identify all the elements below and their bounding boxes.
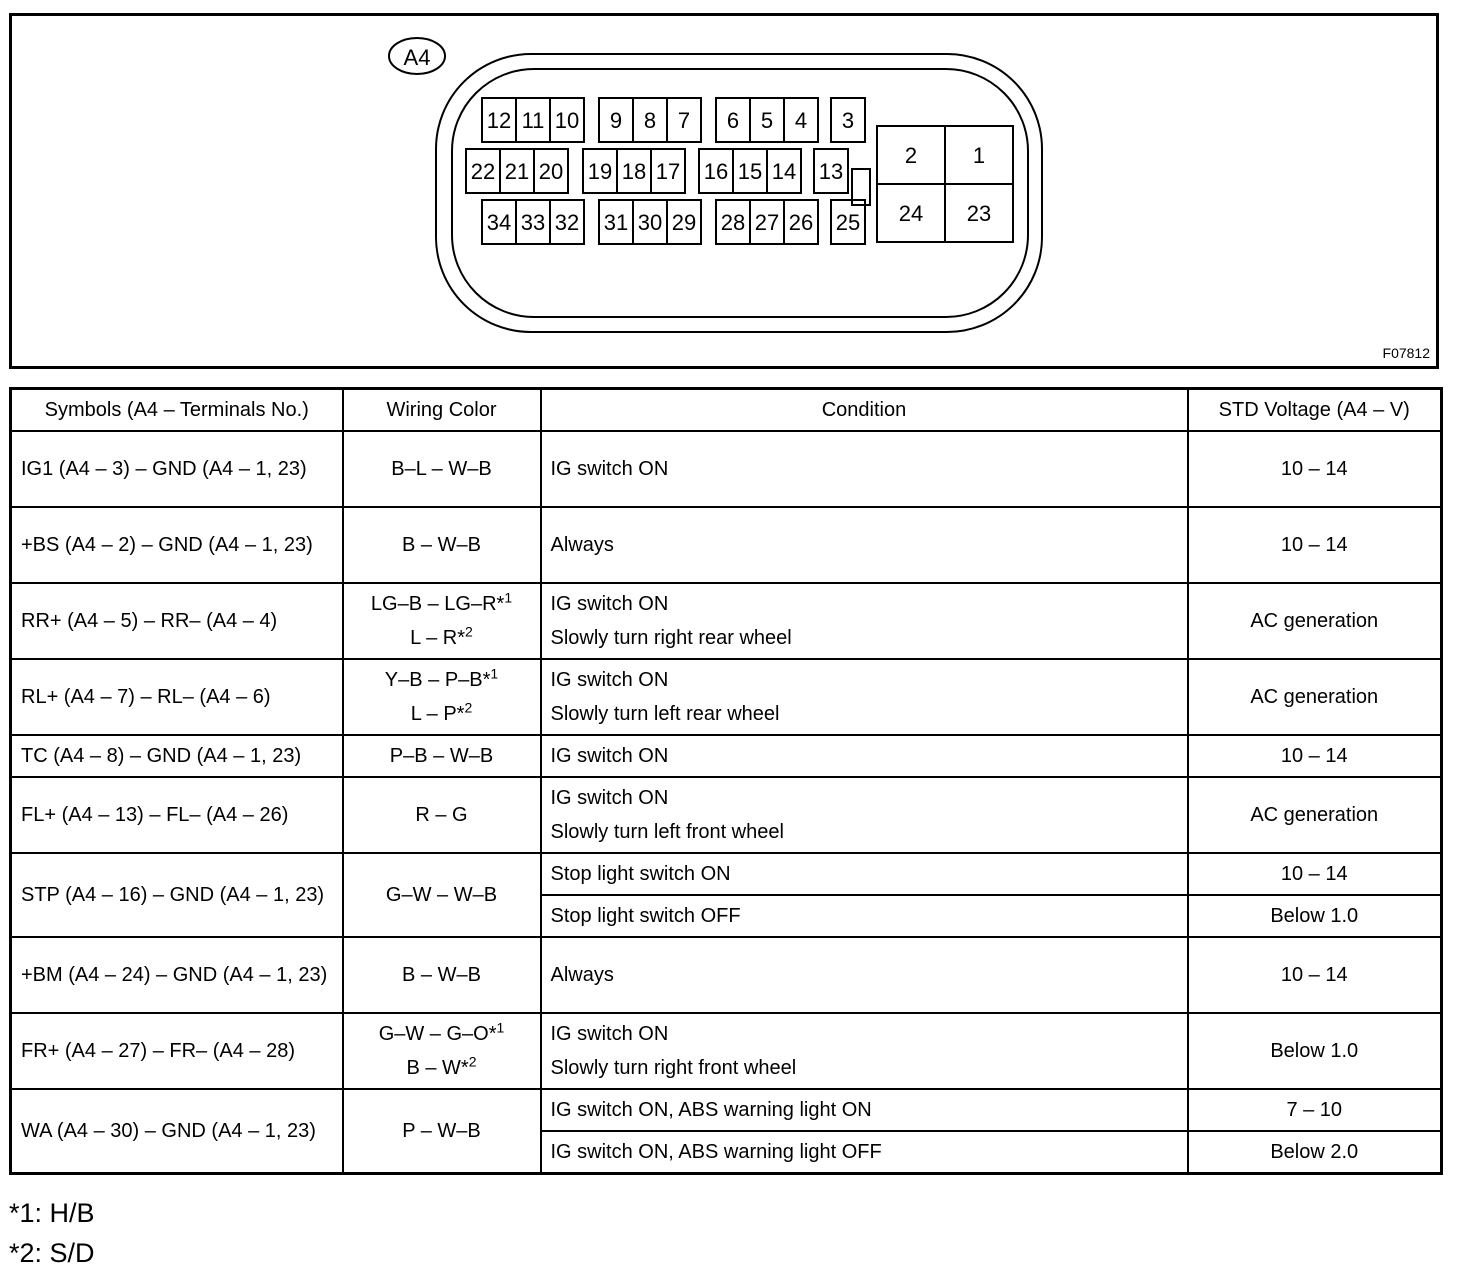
pin-number: 9 xyxy=(609,108,623,133)
symbol-cell: RL+ (A4 – 7) – RL– (A4 – 6) xyxy=(11,659,343,735)
condition-cell: Stop light switch ON xyxy=(541,853,1188,895)
condition-cell: IG switch ON Slowly turn left rear wheel xyxy=(541,659,1188,735)
connector-drawing xyxy=(12,16,1436,366)
header-wiring-color: Wiring Color xyxy=(343,389,541,432)
footnote-1: *1: H/B xyxy=(9,1198,95,1228)
voltage-cell: Below 1.0 xyxy=(1188,1013,1442,1089)
connector-diagram xyxy=(9,13,1439,369)
wiring-color-sd: L – P*$^2$ xyxy=(410,699,473,725)
pin-number: 27 xyxy=(754,210,780,235)
pin-number: 24 xyxy=(898,201,924,226)
terminal-voltage-table xyxy=(9,387,1443,1175)
table-row xyxy=(11,1089,1442,1131)
voltage-cell: Below 1.0 xyxy=(1188,895,1442,937)
wiring-color-sd: L – R*$^2$ xyxy=(410,623,473,649)
table-row xyxy=(11,659,1442,735)
pin-number: 18 xyxy=(621,159,647,184)
pin-number: 10 xyxy=(554,108,580,133)
header-symbols: Symbols (A4 – Terminals No.) xyxy=(11,389,343,432)
voltage-cell: AC generation xyxy=(1188,777,1442,853)
table-row xyxy=(11,431,1442,507)
symbol-cell: FR+ (A4 – 27) – FR– (A4 – 28) xyxy=(11,1013,343,1089)
voltage-cell: 10 – 14 xyxy=(1188,937,1442,1013)
voltage-cell: AC generation xyxy=(1188,583,1442,659)
voltage-cell: AC generation xyxy=(1188,659,1442,735)
table-header-row xyxy=(11,389,1442,432)
condition-cell: Always xyxy=(541,937,1188,1013)
pin-number: 15 xyxy=(737,159,763,184)
wiring-color-cell: G–W – W–B xyxy=(343,853,541,937)
voltage-cell: 10 – 14 xyxy=(1188,735,1442,777)
pin-number: 19 xyxy=(587,159,613,184)
pin-number: 20 xyxy=(538,159,564,184)
pin-number: 33 xyxy=(520,210,546,235)
pin-number: 11 xyxy=(521,108,545,133)
pin-number: 6 xyxy=(726,108,740,133)
condition-cell: IG switch ON Slowly turn right rear wheel xyxy=(541,583,1188,659)
voltage-cell: 10 – 14 xyxy=(1188,853,1442,895)
wiring-color-cell: P–B – W–B xyxy=(343,735,541,777)
condition-cell: Stop light switch OFF xyxy=(541,895,1188,937)
symbol-cell: +BS (A4 – 2) – GND (A4 – 1, 23) xyxy=(11,507,343,583)
symbol-cell: WA (A4 – 30) – GND (A4 – 1, 23) xyxy=(11,1089,343,1173)
pin-number: 21 xyxy=(504,159,530,184)
pin-number: 17 xyxy=(655,159,681,184)
pin-number: 25 xyxy=(835,210,861,235)
voltage-cell: 10 – 14 xyxy=(1188,507,1442,583)
connector-pins xyxy=(466,98,1013,244)
condition-cell: IG switch ON, ABS warning light ON xyxy=(541,1089,1188,1131)
wiring-color-cell: P – W–B xyxy=(343,1089,541,1173)
voltage-cell: 10 – 14 xyxy=(1188,431,1442,507)
pin-number: 26 xyxy=(788,210,814,235)
wiring-color-sd: B – W*$^2$ xyxy=(406,1053,477,1079)
table-row xyxy=(11,583,1442,659)
symbol-cell: IG1 (A4 – 3) – GND (A4 – 1, 23) xyxy=(11,431,343,507)
table-row xyxy=(11,853,1442,895)
wiring-color-cell xyxy=(343,583,541,659)
condition-cell: IG switch ON Slowly turn left front wheel xyxy=(541,777,1188,853)
pin-number: 31 xyxy=(603,210,629,235)
wiring-color-cell: R – G xyxy=(343,777,541,853)
pin-number: 12 xyxy=(486,108,512,133)
condition-cell: IG switch ON Slowly turn right front wheel xyxy=(541,1013,1188,1089)
condition-cell: Always xyxy=(541,507,1188,583)
symbol-cell: +BM (A4 – 24) – GND (A4 – 1, 23) xyxy=(11,937,343,1013)
pin-number: 16 xyxy=(703,159,729,184)
wiring-color-cell: B – W–B xyxy=(343,937,541,1013)
symbol-cell: FL+ (A4 – 13) – FL– (A4 – 26) xyxy=(11,777,343,853)
table-row xyxy=(11,777,1442,853)
wiring-color-cell: B – W–B xyxy=(343,507,541,583)
condition-cell: IG switch ON, ABS warning light OFF xyxy=(541,1131,1188,1173)
table-row xyxy=(11,735,1442,777)
pin-number: 29 xyxy=(671,210,697,235)
wiring-color-cell xyxy=(343,659,541,735)
wiring-color-cell: B–L – W–B xyxy=(343,431,541,507)
wiring-color-hb: Y–B – P–B*$^1$ xyxy=(384,665,499,691)
pin-number: 8 xyxy=(643,108,657,133)
pin-number: 4 xyxy=(794,108,808,133)
header-std-voltage: STD Voltage (A4 – V) xyxy=(1188,389,1442,432)
footnote-2: *2: S/D xyxy=(9,1238,95,1268)
pin-number: 28 xyxy=(720,210,746,235)
wiring-color-cell xyxy=(343,1013,541,1089)
pin-number: 1 xyxy=(972,143,986,168)
voltage-cell: Below 2.0 xyxy=(1188,1131,1442,1173)
table-row xyxy=(11,1013,1442,1089)
voltage-cell: 7 – 10 xyxy=(1188,1089,1442,1131)
table-row xyxy=(11,937,1442,1013)
wiring-color-hb: G–W – G–O*$^1$ xyxy=(378,1019,505,1045)
pin-number: 23 xyxy=(966,201,992,226)
condition-cell: IG switch ON xyxy=(541,735,1188,777)
symbol-cell: RR+ (A4 – 5) – RR– (A4 – 4) xyxy=(11,583,343,659)
pin-number: 13 xyxy=(818,159,844,184)
header-condition: Condition xyxy=(541,389,1188,432)
pin-number: 7 xyxy=(677,108,691,133)
pin-number: 14 xyxy=(771,159,797,184)
footnotes xyxy=(9,1193,95,1273)
condition-cell: IG switch ON xyxy=(541,431,1188,507)
connector-label: A4 xyxy=(403,45,431,70)
wiring-color-hb: LG–B – LG–R*$^1$ xyxy=(370,589,513,615)
pin-number: 5 xyxy=(760,108,774,133)
pin-number: 32 xyxy=(554,210,580,235)
pin-number: 2 xyxy=(904,143,918,168)
pin-number: 30 xyxy=(637,210,663,235)
pin-number: 34 xyxy=(486,210,512,235)
pin-number: 3 xyxy=(841,108,855,133)
symbol-cell: STP (A4 – 16) – GND (A4 – 1, 23) xyxy=(11,853,343,937)
pin-number: 22 xyxy=(470,159,496,184)
table-row xyxy=(11,507,1442,583)
figure-id: F07812 xyxy=(1382,345,1430,361)
symbol-cell: TC (A4 – 8) – GND (A4 – 1, 23) xyxy=(11,735,343,777)
